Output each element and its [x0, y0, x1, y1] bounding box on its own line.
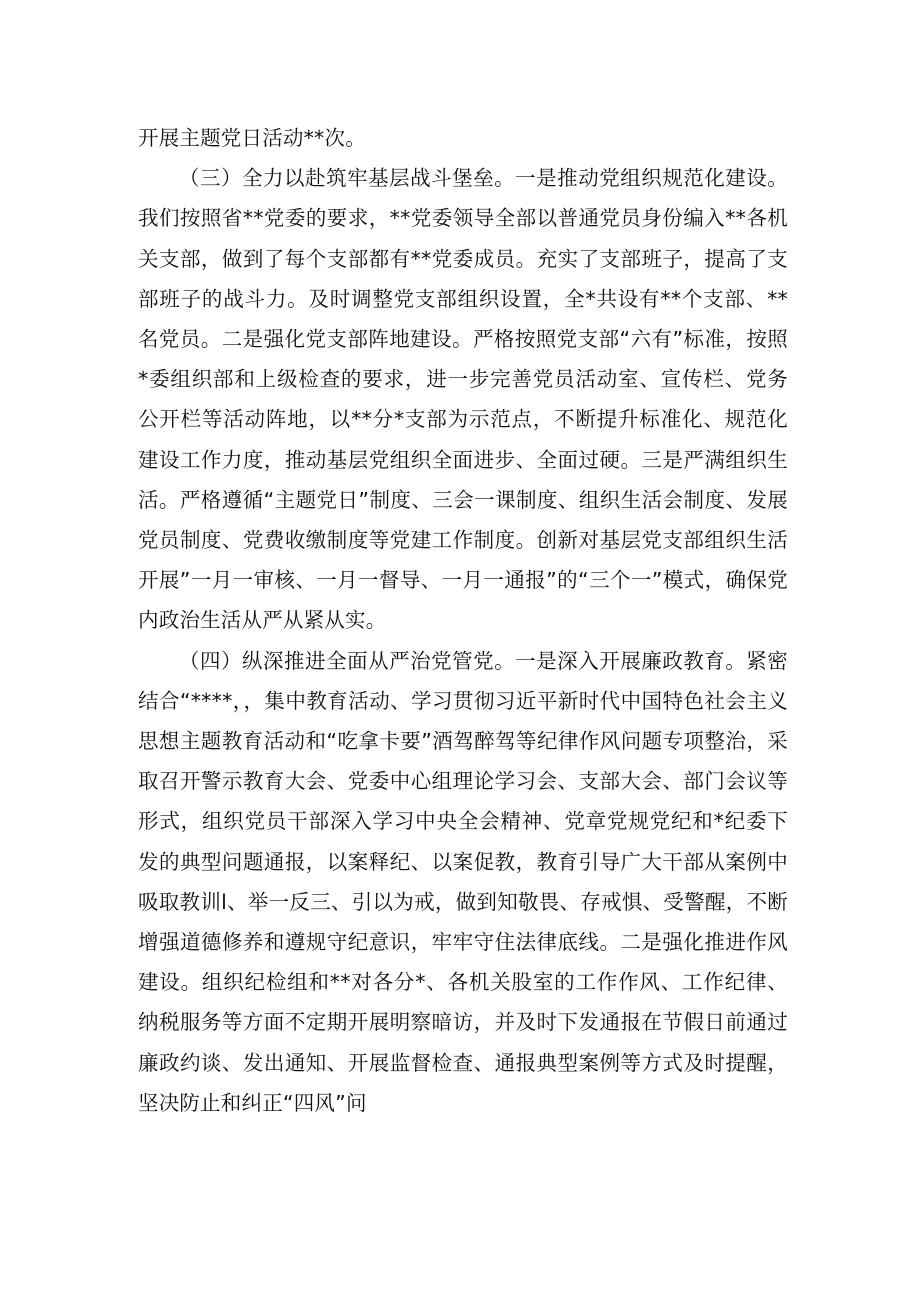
paragraph-1: 开展主题党日活动**次。	[138, 126, 366, 150]
paragraph-3: （四）纵深推进全面从严治党管党。一是深入开展廉政教育。紧密结合“****，，集中教育活动、学习贯彻习近平新时代中国特色社会主义思想主题教育活动和“吃拿卡要”酒驾醉驾等纪律作风问题专项整治，采取召开警示教育大会、党委中心组理论学习会、支部大会、部门会议等形式，组织党员干部深入学习中央全会精神、党章党规党纪和*纪委下发的典型问题通报，以案释纪、以案促教，教育引导广大干部从案例中吸取教训l、举一反三、引以为戒，做到知敬畏、存戒惧、受警醒，不断增强道德修养和遵规守纪意识，牢牢守住法律底线。二是强化推进作风建设。组织纪检组和**对各分*、各机关股室的工作作风、工作纪律、纳税服务等方面不定期开展明察暗访，并及时下发通报在节假日前通过廉政约谈、发出通知、开展监督检查、通报典型案例等方式及时提醒，坚决防止和纠正“四风”问	[138, 648, 788, 1115]
document-page	[138, 118, 788, 1123]
paragraph-2: （三）全力以赴筑牢基层战斗堡垒。一是推动党组织规范化建设。我们按照省**党委的要求，**党委领导全部以普通党员身份编入**各机关支部，做到了每个支部都有**党委成员。充实了支部班子，提高了支部班子的战斗力。及时调整党支部组织设置，全*共设有**个支部、**名党员。二是强化党支部阵地建设。严格按照党支部“六有”标准，按照*委组织部和上级检查的要求，进一步完善党员活动室、宣传栏、党务公开栏等活动阵地，以**分*支部为示范点，不断提升标准化、规范化建设工作力度，推动基层党组织全面进步、全面过硬。三是严满组织生活。严格遵循“主题党日”制度、三会一课制度、组织生活会制度、发展党员制度、党费收缴制度等党建工作制度。创新对基层党支部组织生活开展”一月一审核、一月一督导、一月一通报”的“三个一”模式，确保党内政治生活从严从紧从实。	[138, 166, 788, 633]
